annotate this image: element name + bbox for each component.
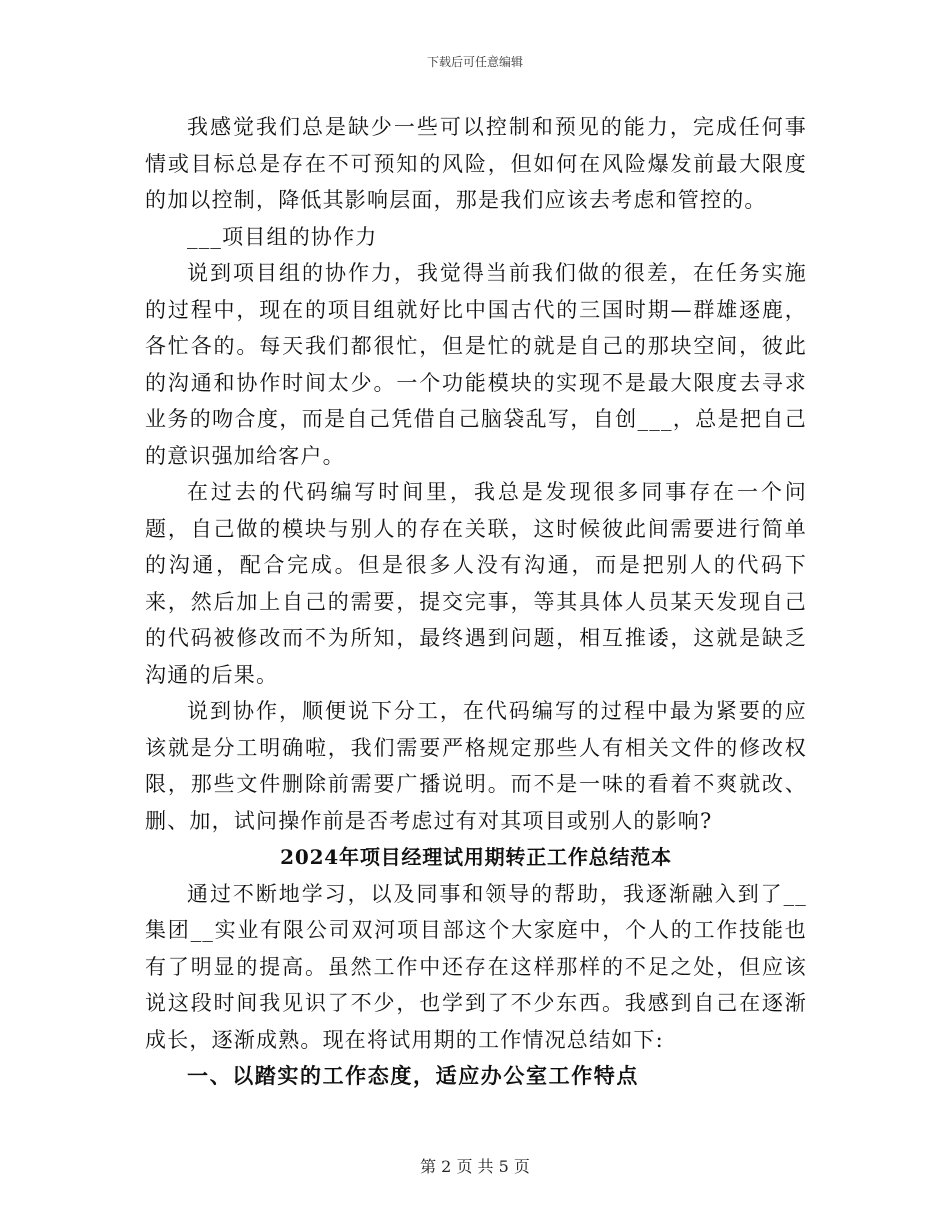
document-body [145,109,807,1095]
page-header-note: 下载后可任意编辑 [426,55,523,69]
body-paragraph: 通过不断地学习，以及同事和领导的帮助，我逐渐融入到了__集团__实业有限公司双河项目部这个大家庭中，个人的工作技能也有了明显的提高。虽然工作中还存在这样那样的不足之处，但应该说这段时间我见识了不少，也学到了不少东西。我感到自己在逐渐成长，逐渐成熟。现在将试用期的工作情况总结如下: [145,881,807,1052]
body-paragraph: 说到项目组的协作力，我觉得当前我们做的很差，在任务实施的过程中，现在的项目组就好比中国古代的三国时期—群雄逐鹿，各忙各的。每天我们都很忙，但是忙的就是自己的那块空间，彼此的沟通和协作时间太少。一个功能模块的实现不是最大限度去寻求业务的吻合度，而是自己凭借自己脑袋乱写，自创___，总是把自己的意识强加给客户。 [145,261,807,468]
body-paragraph: 说到协作，顺便说下分工，在代码编写的过程中最为紧要的应该就是分工明确啦，我们需要严格规定那些人有相关文件的修改权限，那些文件删除前需要广播说明。而不是一味的看着不爽就改、删、加，试问操作前是否考虑过有对其项目或别人的影响? [145,699,807,833]
body-paragraph: 在过去的代码编写时间里，我总是发现很多同事存在一个问题，自己做的模块与别人的存在关联，这时候彼此间需要进行简单的沟通，配合完成。但是很多人没有沟通，而是把别人的代码下来，然后加上自己的需要，提交完事，等其具体人员某天发现自己的代码被修改而不为所知，最终遇到问题，相互推诿，这就是缺乏沟通的后果。 [145,480,807,687]
body-paragraph: 我感觉我们总是缺少一些可以控制和预见的能力，完成任何事情或目标总是存在不可预知的风险，但如何在风险爆发前最大限度的加以控制，降低其影响层面，那是我们应该去考虑和管控的。 [145,115,807,212]
document-title: 2024年项目经理试用期转正工作总结范本 [280,845,672,869]
section-heading: 一、以踏实的工作态度，适应办公室工作特点 [187,1064,639,1088]
subheading-paragraph: ___项目组的协作力 [187,224,378,249]
page-number-footer: 第 2 页 共 5 页 [420,1157,530,1176]
